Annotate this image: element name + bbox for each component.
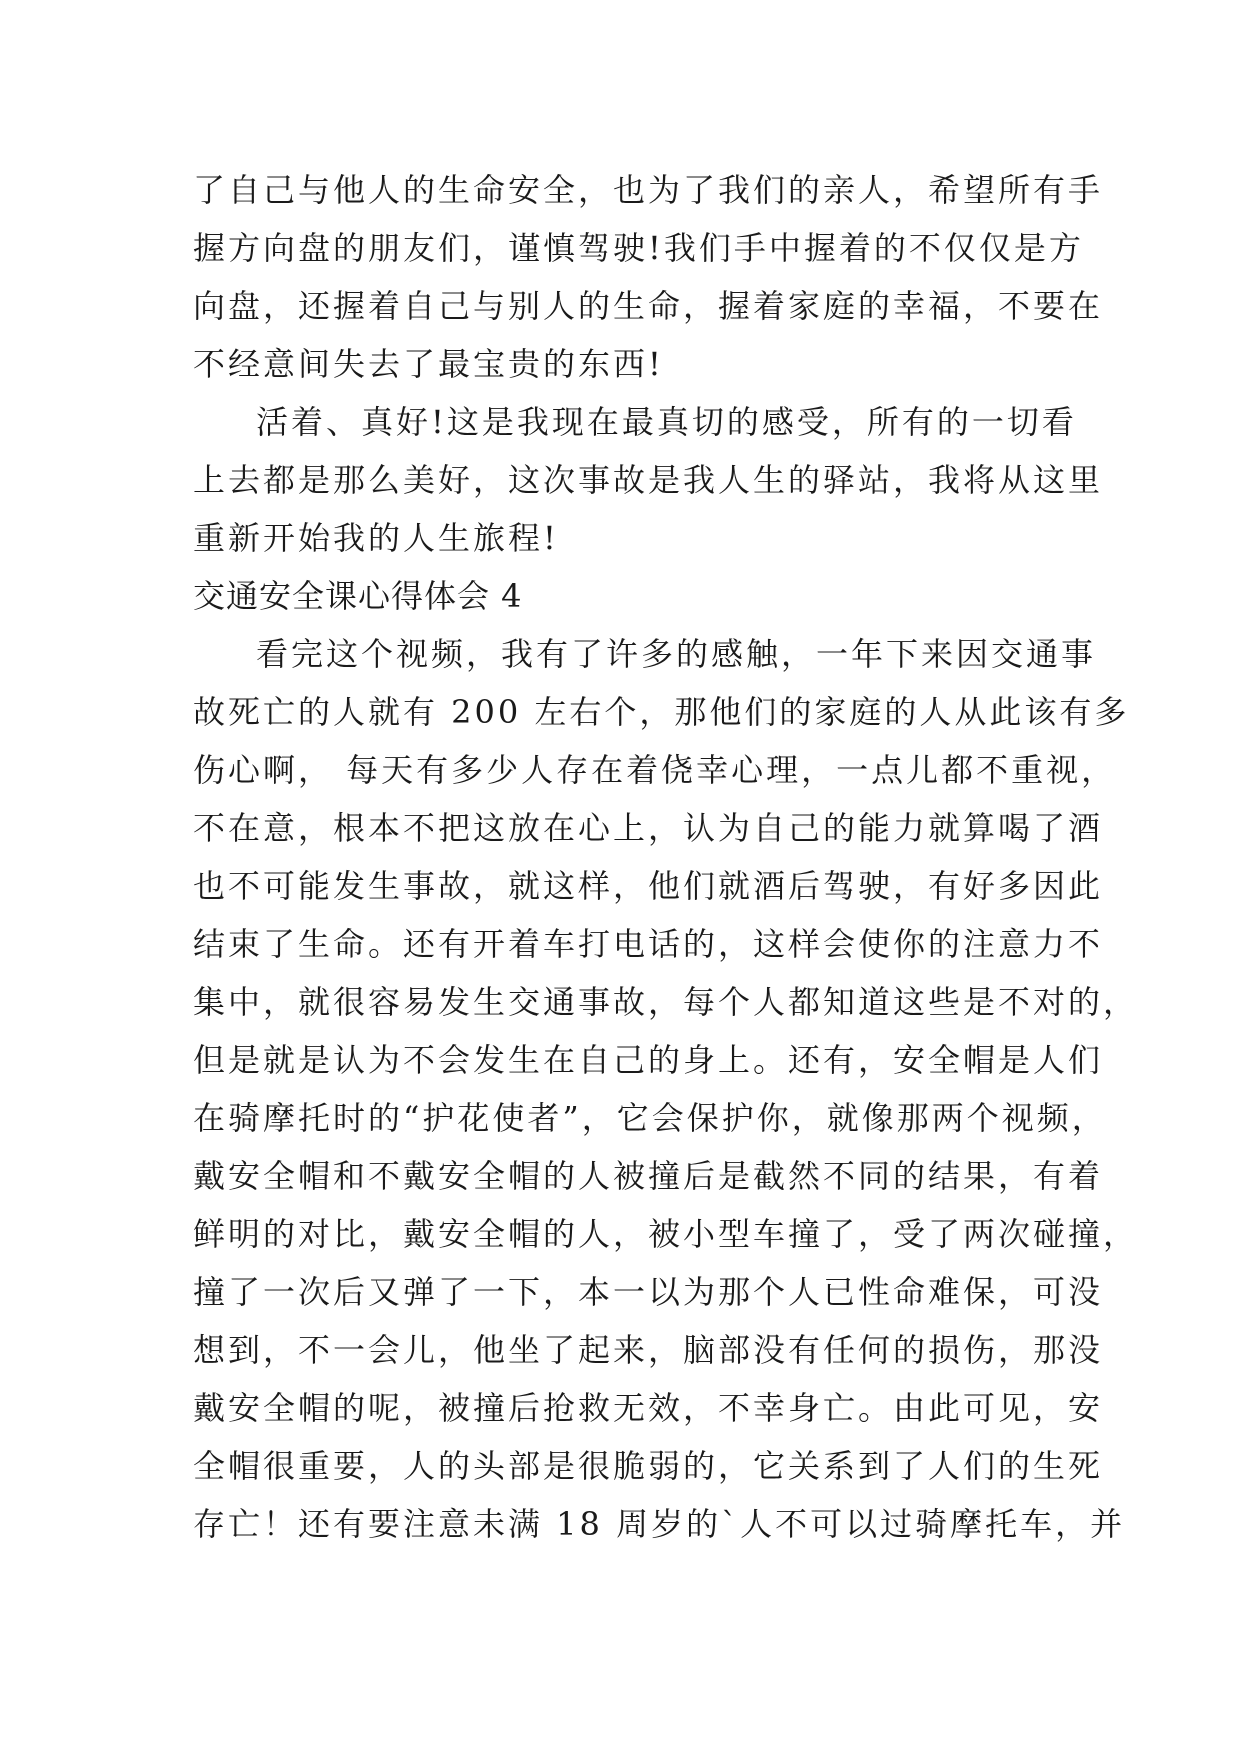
- text-line: 了自己与他人的生命安全，也为了我们的亲人，希望所有手: [193, 171, 1104, 209]
- text-line: 在骑摩托时的“护花使者”，它会保护你，就像那两个视频，: [193, 1099, 1107, 1137]
- text-line: 戴安全帽和不戴安全帽的人被撞后是截然不同的结果，有着: [193, 1157, 1104, 1195]
- text-line: 活着、真好!这是我现在最真切的感受，所有的一切看: [256, 403, 1077, 441]
- text-line: 握方向盘的朋友们，谨慎驾驶!我们手中握着的不仅仅是方: [193, 229, 1084, 267]
- text-line: 也不可能发生事故，就这样，他们就酒后驾驶，有好多因此: [193, 867, 1104, 905]
- text-line: 想到，不一会儿，他坐了起来，脑部没有任何的损伤，那没: [193, 1331, 1104, 1369]
- section-heading: 交通安全课心得体会 4: [193, 577, 523, 615]
- text-line: 不在意，根本不把这放在心上，认为自己的能力就算喝了酒: [193, 809, 1104, 847]
- text-line: 不经意间失去了最宝贵的东西!: [193, 345, 664, 383]
- document-body: [193, 161, 1139, 1553]
- text-line: 伤心啊， 每天有多少人存在着侥幸心理，一点儿都不重视，: [193, 751, 1117, 789]
- text-line: 鲜明的对比，戴安全帽的人，被小型车撞了，受了两次碰撞，: [193, 1215, 1139, 1253]
- text-line: 存亡！还有要注意未满 18 周岁的`人不可以过骑摩托车，并: [193, 1505, 1126, 1543]
- text-line: 撞了一次后又弹了一下，本一以为那个人已性命难保，可没: [193, 1273, 1104, 1311]
- text-line: 看完这个视频，我有了许多的感触，一年下来因交通事: [256, 635, 1097, 673]
- text-line: 但是就是认为不会发生在自己的身上。还有，安全帽是人们: [193, 1041, 1104, 1079]
- text-line: 向盘，还握着自己与别人的生命，握着家庭的幸福，不要在: [193, 287, 1104, 325]
- text-line: 故死亡的人就有 200 左右个，那他们的家庭的人从此该有多: [193, 693, 1130, 731]
- text-line: 上去都是那么美好，这次事故是我人生的驿站，我将从这里: [193, 461, 1104, 499]
- text-line: 全帽很重要，人的头部是很脆弱的，它关系到了人们的生死: [193, 1447, 1104, 1485]
- text-line: 重新开始我的人生旅程!: [193, 519, 559, 557]
- text-line: 结束了生命。还有开着车打电话的，这样会使你的注意力不: [193, 925, 1104, 963]
- text-line: 戴安全帽的呢，被撞后抢救无效，不幸身亡。由此可见，安: [193, 1389, 1104, 1427]
- text-line: 集中，就很容易发生交通事故，每个人都知道这些是不对的，: [193, 983, 1139, 1021]
